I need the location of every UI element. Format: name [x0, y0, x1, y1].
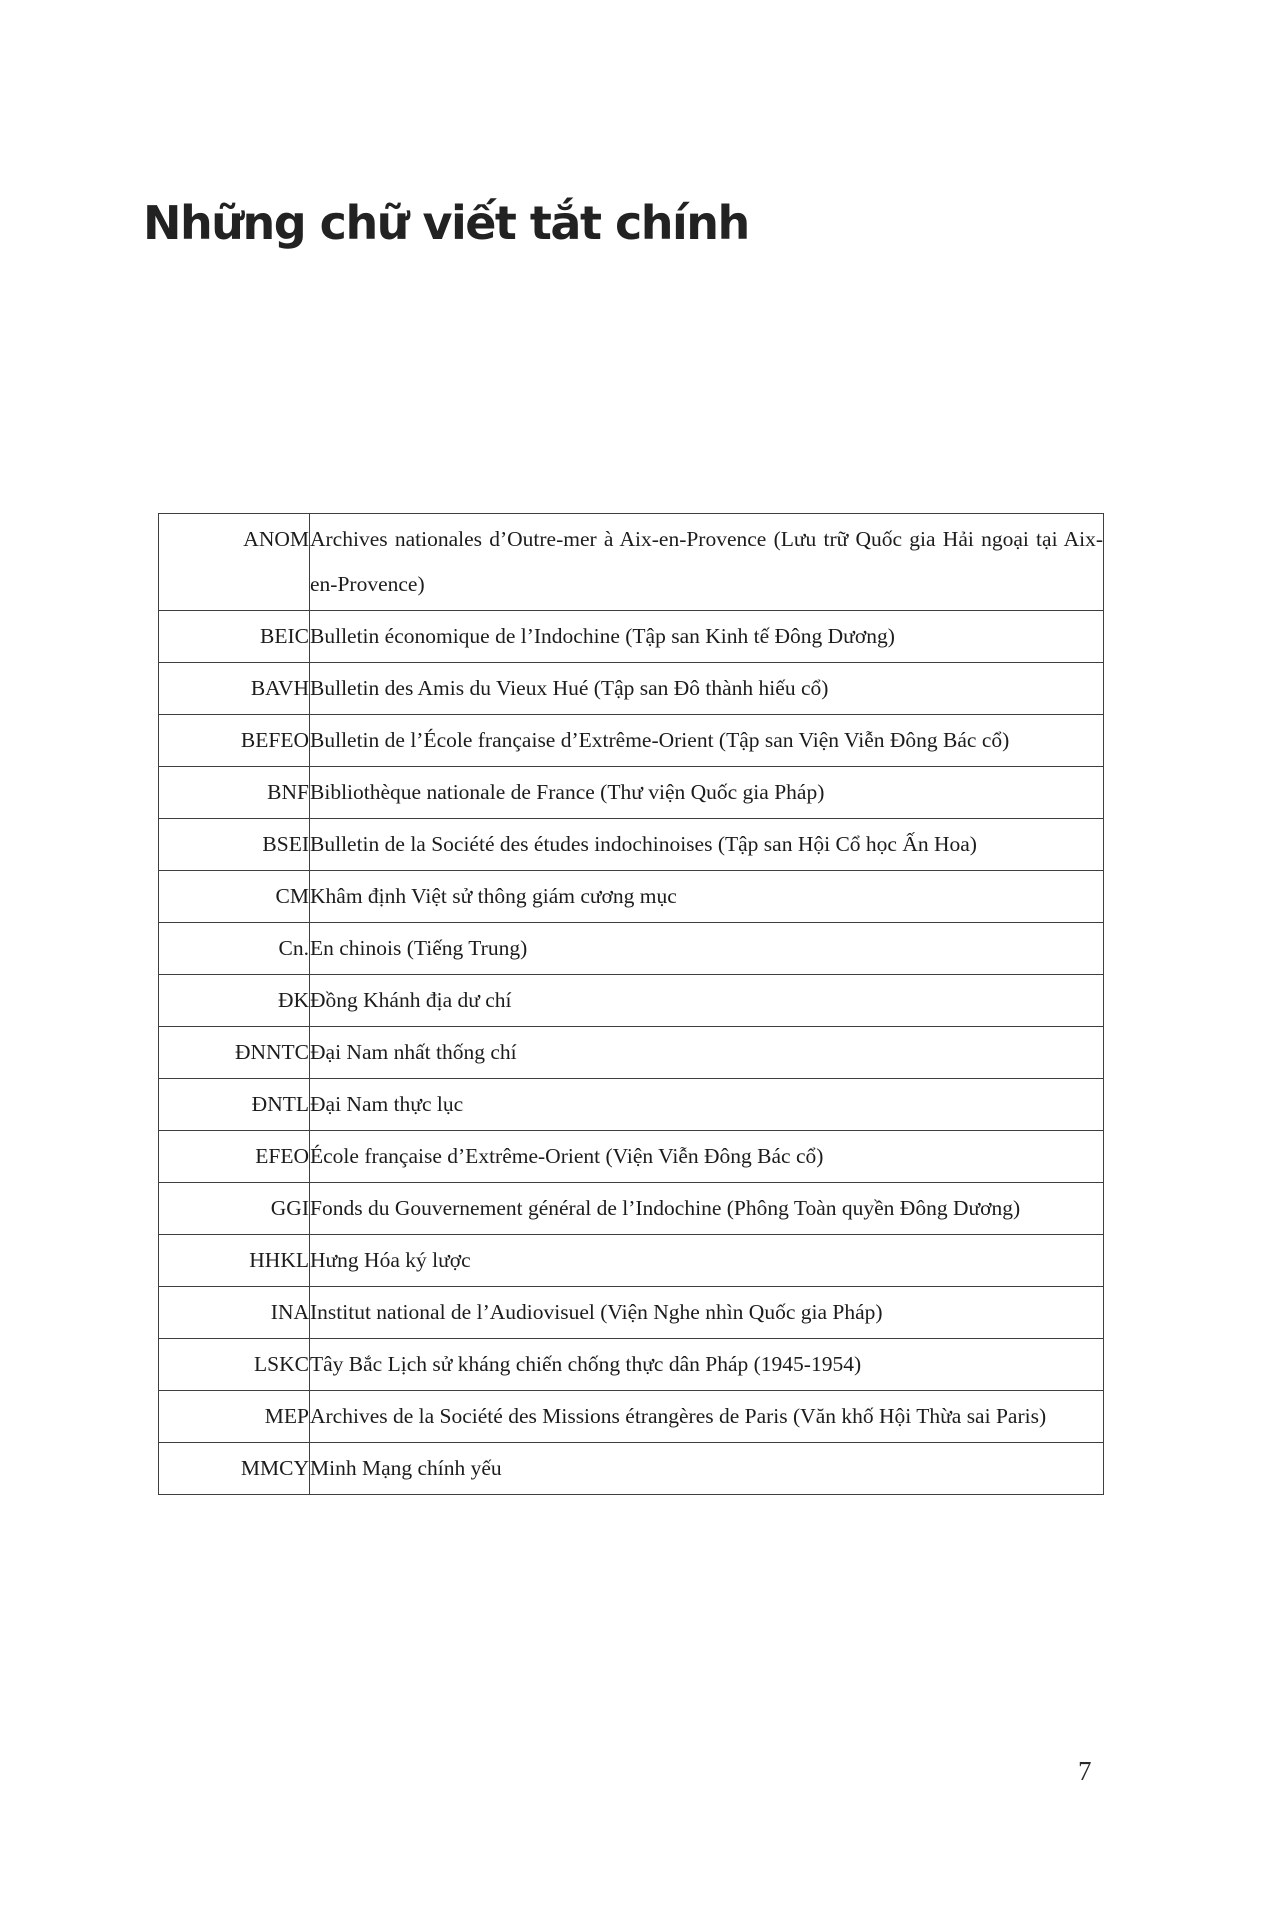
table-row: [159, 715, 1104, 767]
abbreviation-table: [158, 513, 1104, 1495]
meaning-cell: Fonds du Gouvernement général de l’Indochine (Phông Toàn quyền Đông Dương): [310, 1183, 1104, 1235]
table-row: [159, 1443, 1104, 1495]
meaning-cell: Đại Nam thực lục: [310, 1079, 1104, 1131]
meaning-cell: Hưng Hóa ký lược: [310, 1235, 1104, 1287]
abbreviation-cell: BEFEO: [159, 715, 310, 767]
table-row: [159, 514, 1104, 611]
abbreviation-cell: Cn.: [159, 923, 310, 975]
abbreviation-cell: ĐNNTC: [159, 1027, 310, 1079]
abbreviation-cell: BEIC: [159, 611, 310, 663]
meaning-cell: Bulletin des Amis du Vieux Hué (Tập san Đô thành hiếu cổ): [310, 663, 1104, 715]
abbreviation-cell: ĐNTL: [159, 1079, 310, 1131]
table-row: [159, 871, 1104, 923]
abbreviation-cell: LSKC: [159, 1339, 310, 1391]
abbreviation-cell: MEP: [159, 1391, 310, 1443]
abbreviation-cell: INA: [159, 1287, 310, 1339]
meaning-cell: Tây Bắc Lịch sử kháng chiến chống thực dân Pháp (1945-1954): [310, 1339, 1104, 1391]
meaning-cell: Bulletin de la Société des études indochinoises (Tập san Hội Cổ học Ấn Hoa): [310, 819, 1104, 871]
table-row: [159, 1235, 1104, 1287]
table-row: [159, 663, 1104, 715]
table-row: [159, 975, 1104, 1027]
abbreviation-cell: ANOM: [159, 514, 310, 611]
abbreviation-cell: HHKL: [159, 1235, 310, 1287]
meaning-cell: Minh Mạng chính yếu: [310, 1443, 1104, 1495]
table-row: [159, 1287, 1104, 1339]
table-row: [159, 819, 1104, 871]
table-row: [159, 1183, 1104, 1235]
abbreviation-cell: BNF: [159, 767, 310, 819]
abbreviation-cell: GGI: [159, 1183, 310, 1235]
table-row: [159, 1027, 1104, 1079]
meaning-cell: Archives nationales d’Outre-mer à Aix-en-Provence (Lưu trữ Quốc gia Hải ngoại tại Aix-en-Provence): [310, 514, 1104, 611]
meaning-cell: École française d’Extrême-Orient (Viện Viễn Đông Bác cổ): [310, 1131, 1104, 1183]
meaning-cell: Archives de la Société des Missions étrangères de Paris (Văn khố Hội Thừa sai Paris): [310, 1391, 1104, 1443]
table-row: [159, 1131, 1104, 1183]
table-row: [159, 767, 1104, 819]
table-row: [159, 1079, 1104, 1131]
table-row: [159, 1391, 1104, 1443]
abbreviation-cell: ĐK: [159, 975, 310, 1027]
table-row: [159, 611, 1104, 663]
meaning-cell: Bibliothèque nationale de France (Thư viện Quốc gia Pháp): [310, 767, 1104, 819]
abbreviation-cell: BSEI: [159, 819, 310, 871]
meaning-cell: En chinois (Tiếng Trung): [310, 923, 1104, 975]
page-title: Những chữ viết tắt chính: [143, 196, 749, 250]
abbreviation-table-body: [159, 514, 1104, 1495]
abbreviation-cell: CM: [159, 871, 310, 923]
meaning-cell: Khâm định Việt sử thông giám cương mục: [310, 871, 1104, 923]
table-row: [159, 923, 1104, 975]
abbreviation-cell: BAVH: [159, 663, 310, 715]
meaning-cell: Institut national de l’Audiovisuel (Viện Nghe nhìn Quốc gia Pháp): [310, 1287, 1104, 1339]
table-row: [159, 1339, 1104, 1391]
abbreviation-cell: MMCY: [159, 1443, 310, 1495]
meaning-cell: Bulletin économique de l’Indochine (Tập san Kinh tế Đông Dương): [310, 611, 1104, 663]
page-number: 7: [1078, 1756, 1092, 1786]
meaning-cell: Đồng Khánh địa dư chí: [310, 975, 1104, 1027]
abbreviation-cell: EFEO: [159, 1131, 310, 1183]
meaning-cell: Bulletin de l’École française d’Extrême-Orient (Tập san Viện Viễn Đông Bác cổ): [310, 715, 1104, 767]
meaning-cell: Đại Nam nhất thống chí: [310, 1027, 1104, 1079]
